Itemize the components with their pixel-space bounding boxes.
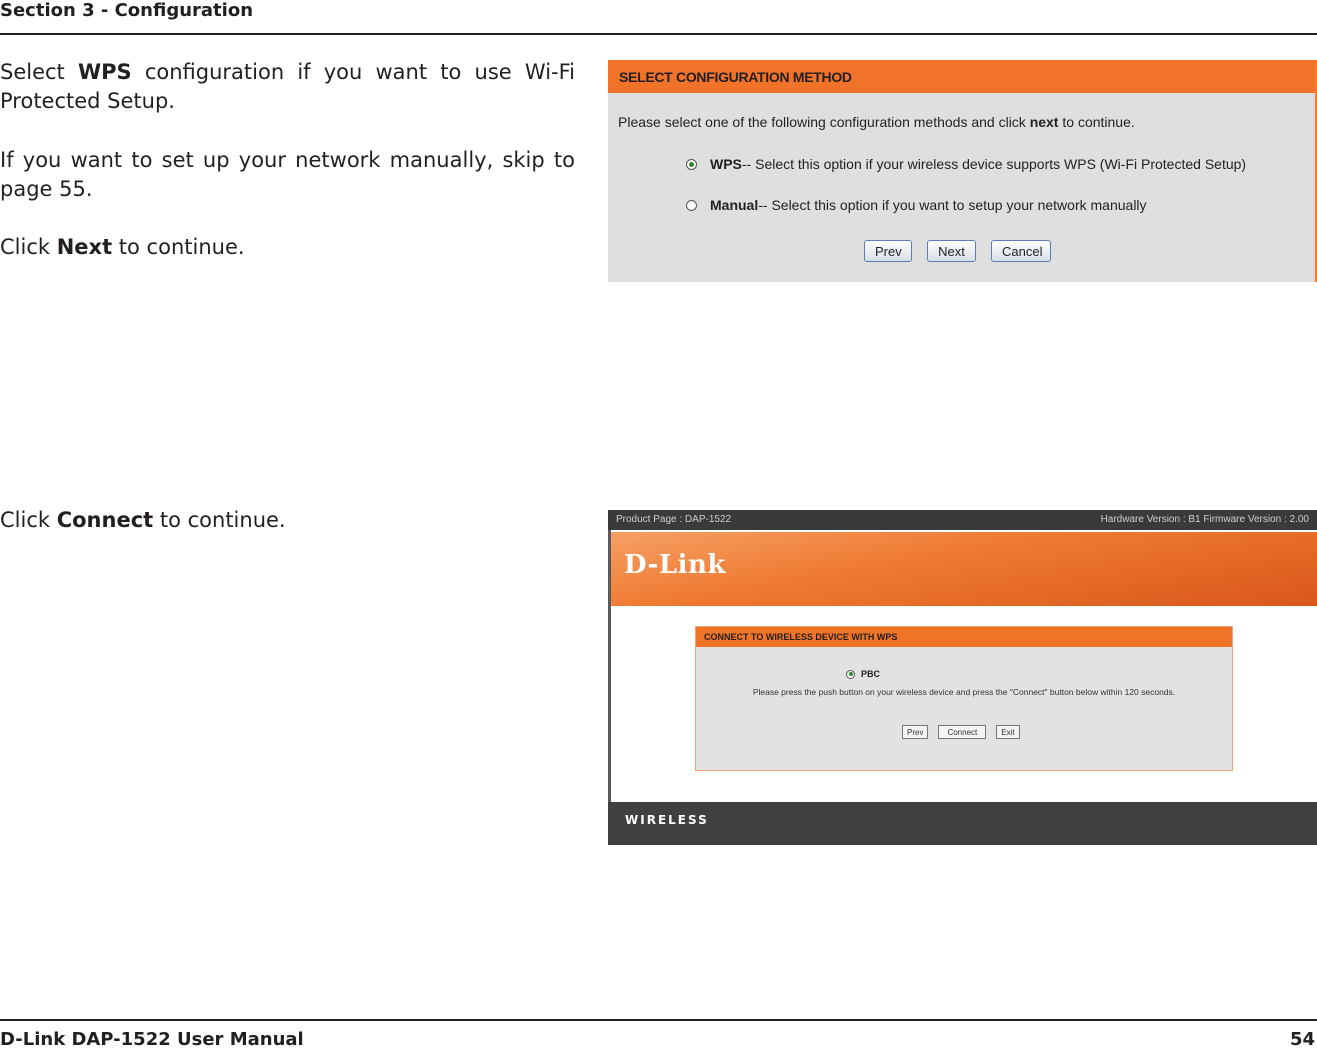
click-connect-text: Click xyxy=(0,508,57,532)
option-manual[interactable] xyxy=(686,197,1147,213)
product-page-label: Product Page : DAP-1522 xyxy=(616,514,732,525)
dialog-title: CONNECT TO WIRELESS DEVICE WITH WPS xyxy=(696,627,1232,647)
wps-instruction-bold: WPS xyxy=(77,60,132,84)
exit-button[interactable]: Exit xyxy=(996,725,1019,739)
panel-instruction-text: Please select one of the following configuration methods and click xyxy=(618,114,1030,130)
product-info-bar xyxy=(608,510,1317,530)
pbc-radio[interactable] xyxy=(846,670,855,679)
dialog-instruction: Please press the push button on your wireless device and press the "Connect" button below within 120 seconds. xyxy=(752,687,1176,697)
wps-instruction-text: Select xyxy=(0,60,78,84)
click-connect-text-end: to continue. xyxy=(153,508,286,532)
manual-radio[interactable] xyxy=(686,200,697,211)
option-wps-desc: -- Select this option if your wireless device supports WPS (Wi-Fi Protected Setup) xyxy=(741,156,1247,172)
pbc-label: PBC xyxy=(861,669,881,679)
option-manual-desc: -- Select this option if you want to setup your network manually xyxy=(758,197,1147,213)
section-title: Section 3 - Configuration xyxy=(0,0,254,21)
panel-instruction-bold: next xyxy=(1029,114,1059,130)
connect-button[interactable]: Connect xyxy=(938,725,986,739)
next-button[interactable]: Next xyxy=(927,240,976,262)
panel-button-row xyxy=(864,240,1051,262)
prev-button[interactable]: Prev xyxy=(864,240,912,262)
wireless-footer-bar xyxy=(608,802,1317,845)
panel-instruction-text-end: to continue. xyxy=(1058,114,1135,130)
footer-divider xyxy=(0,1019,1317,1021)
option-manual-label: Manual xyxy=(710,197,759,213)
click-connect-bold: Connect xyxy=(56,508,154,532)
click-next-text-end: to continue. xyxy=(112,235,245,259)
select-configuration-panel xyxy=(608,60,1317,282)
click-next-paragraph xyxy=(0,233,575,262)
wps-instruction-paragraph xyxy=(0,58,575,116)
pbc-option[interactable] xyxy=(846,669,880,679)
option-wps[interactable] xyxy=(686,156,1246,172)
dialog-prev-button[interactable]: Prev xyxy=(902,725,928,739)
wps-radio[interactable] xyxy=(686,159,697,170)
connect-wps-dialog xyxy=(695,626,1233,771)
option-wps-label: WPS xyxy=(710,156,742,172)
cancel-button[interactable]: Cancel xyxy=(991,240,1051,262)
dlink-logo: D-Link xyxy=(624,550,726,580)
panel-title: SELECT CONFIGURATION METHOD xyxy=(608,60,1315,93)
click-connect-paragraph xyxy=(0,506,575,535)
manual-setup-paragraph: If you want to set up your network manually, skip to page 55. xyxy=(0,148,575,201)
wps-instruction-text-end: configuration if you want to use Wi-Fi Protected Setup. xyxy=(0,60,575,113)
wps-connect-screenshot xyxy=(608,510,1317,845)
header-divider xyxy=(0,33,1317,35)
click-next-text: Click xyxy=(0,235,57,259)
click-next-bold: Next xyxy=(56,235,113,259)
panel-instruction xyxy=(618,114,1135,130)
manual-title: D-Link DAP-1522 User Manual xyxy=(0,1029,304,1050)
page-number: 54 xyxy=(1289,1029,1315,1050)
dialog-button-row xyxy=(902,725,1020,739)
version-info: Hardware Version : B1 Firmware Version : 2.00 xyxy=(1100,514,1309,525)
wireless-label: WIRELESS xyxy=(625,813,709,827)
